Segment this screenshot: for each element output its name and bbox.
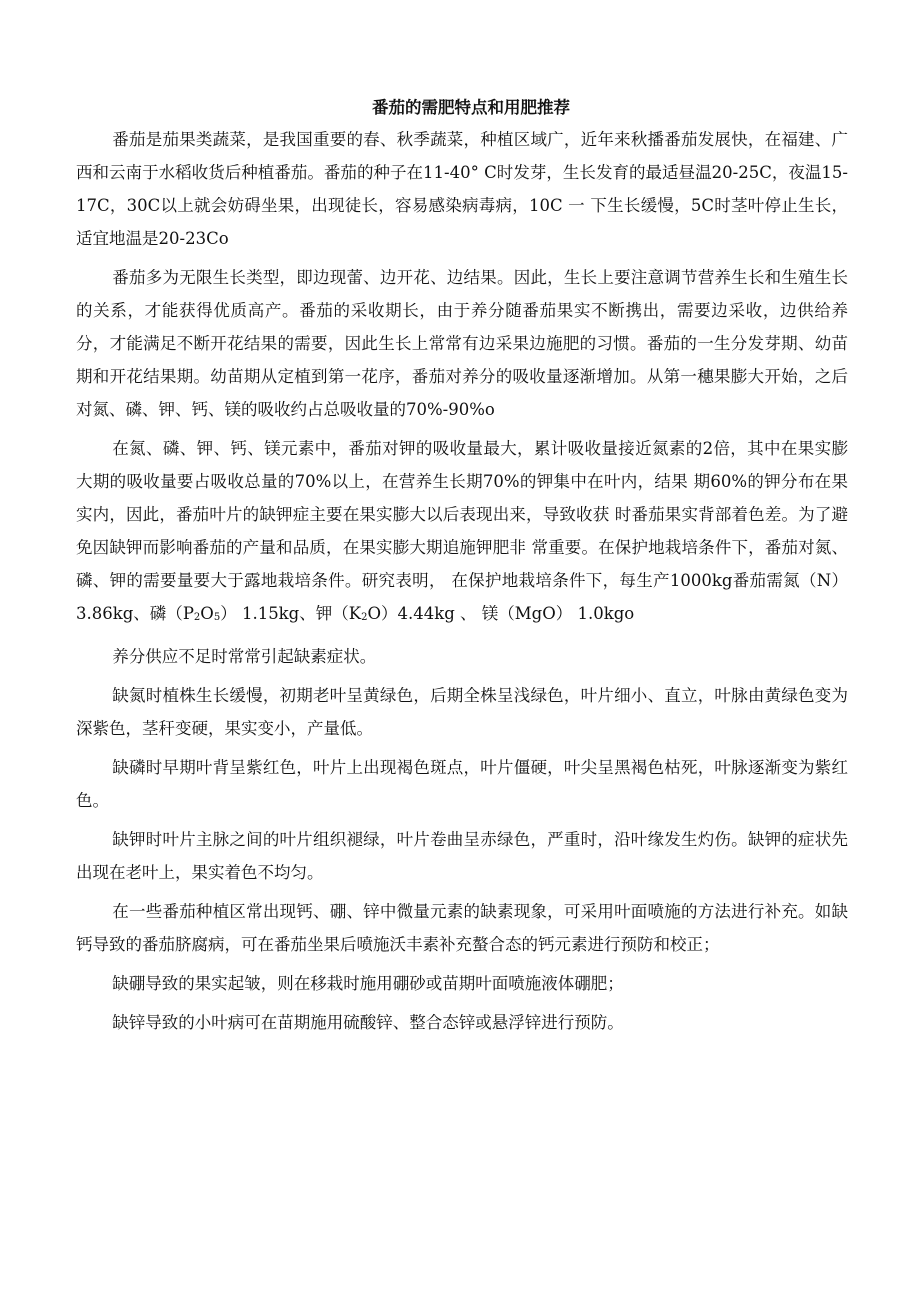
paragraph-nutrient-uptake	[76, 432, 848, 634]
paragraph-boron-deficiency: 缺硼导致的果实起皱，则在移栽时施用硼砂或苗期叶面喷施液体硼肥；	[112, 974, 624, 993]
paragraph-nutrient-uptake-text: 在氮、磷、钾、钙、镁元素中，番茄对钾的吸收量最大，累计吸收量接近氮素的2倍，其中在果实膨大期的吸收量要占吸收总量的70%以上，在营养生长期70%的钾集中在叶内，结果 期60%的钾分布在果实内，因此，番茄叶片的缺钾症主要在果实膨大以后表现出来，导致收获 时番茄果实背部着色差。为了避免因缺钾而影响番茄的产量和品质，在果实膨大期追施钾肥非 常重要。在保护地栽培条件下，番茄对氮、磷、钾的需要量要大于露地栽培条件。研究表明， 在保护地栽培条件下，每生产1000kg番茄需氮（N） 3.86kg、磷（	[76, 439, 848, 623]
p2o5-sub-5: 5	[213, 612, 221, 623]
paragraph-phosphorus-deficiency: 缺磷时早期叶背呈紫红色，叶片上出现褐色斑点，叶片僵硬，叶尖呈黑褐色枯死，叶脉逐渐变为紫红色。	[76, 758, 848, 810]
p2o5-p: P	[182, 604, 194, 623]
potassium-text: ） 1.15kg、钾（K	[220, 604, 362, 623]
paragraph-intro: 番茄是茄果类蔬菜，是我国重要的春、秋季蔬菜，种植区域广，近年来秋播番茄发展快，在福建、广西和云南于水稻收货后种植番茄。番茄的种子在11-40° C时发芽，生长发育的最适昼温20-25C，夜温15-17C，30C以上就会妨碍坐果，出现徒长，容易感染病毒病，10C 一 下生长缓慢，5C时茎叶停止生长，适宜地温是20-23Co	[76, 130, 848, 248]
p2o5-sub-2: 2	[193, 612, 201, 623]
k2o-sub-2: 2	[361, 612, 368, 623]
document-title: 番茄的需肥特点和用肥推荐	[372, 98, 570, 117]
paragraph-growth-type: 番茄多为无限生长类型，即边现蕾、边开花、边结果。因此，生长上要注意调节营养生长和生殖生长的关系，才能获得优质高产。番茄的采收期长，由于养分随番茄果实不断携出，需要边采收，边供给养分，才能满足不断开花结果的需要，因此生长上常常有边采果边施肥的习惯。番茄的一生分发芽期、幼苗期和开花结果期。幼苗期从定植到第一花序，番茄对养分的吸收量逐渐增加。从第一穗果膨大开始，之后对氮、磷、钾、钙、镁的吸收约占总吸收量的70%-90%o	[76, 268, 848, 419]
paragraph-nitrogen-deficiency: 缺氮时植株生长缓慢，初期老叶呈黄绿色，后期全株呈浅绿色，叶片细小、直立，叶脉由黄绿色变为深紫色，茎秆变硬，果实变小，产量低。	[76, 686, 848, 738]
p2o5-o: O	[200, 604, 214, 623]
paragraph-micronutrients: 在一些番茄种植区常出现钙、硼、锌中微量元素的缺素现象，可采用叶面喷施的方法进行补充。如缺钙导致的番茄脐腐病，可在番茄坐果后喷施沃丰素补充螯合态的钙元素进行预防和校正；	[76, 902, 848, 954]
paragraph-potassium-deficiency: 缺钾时叶片主脉之间的叶片组织褪绿，叶片卷曲呈赤绿色，严重时，沿叶缘发生灼伤。缺钾的症状先出现在老叶上，果实着色不均匀。	[76, 830, 848, 882]
paragraph-zinc-deficiency: 缺锌导致的小叶病可在苗期施用硫酸锌、整合态锌或悬浮锌进行预防。	[112, 1013, 624, 1032]
paragraph-deficiency-intro: 养分供应不足时常常引起缺素症状。	[112, 647, 377, 666]
magnesium-text: O）4.44kg 、 镁（MgO） 1.0kgo	[367, 604, 635, 623]
